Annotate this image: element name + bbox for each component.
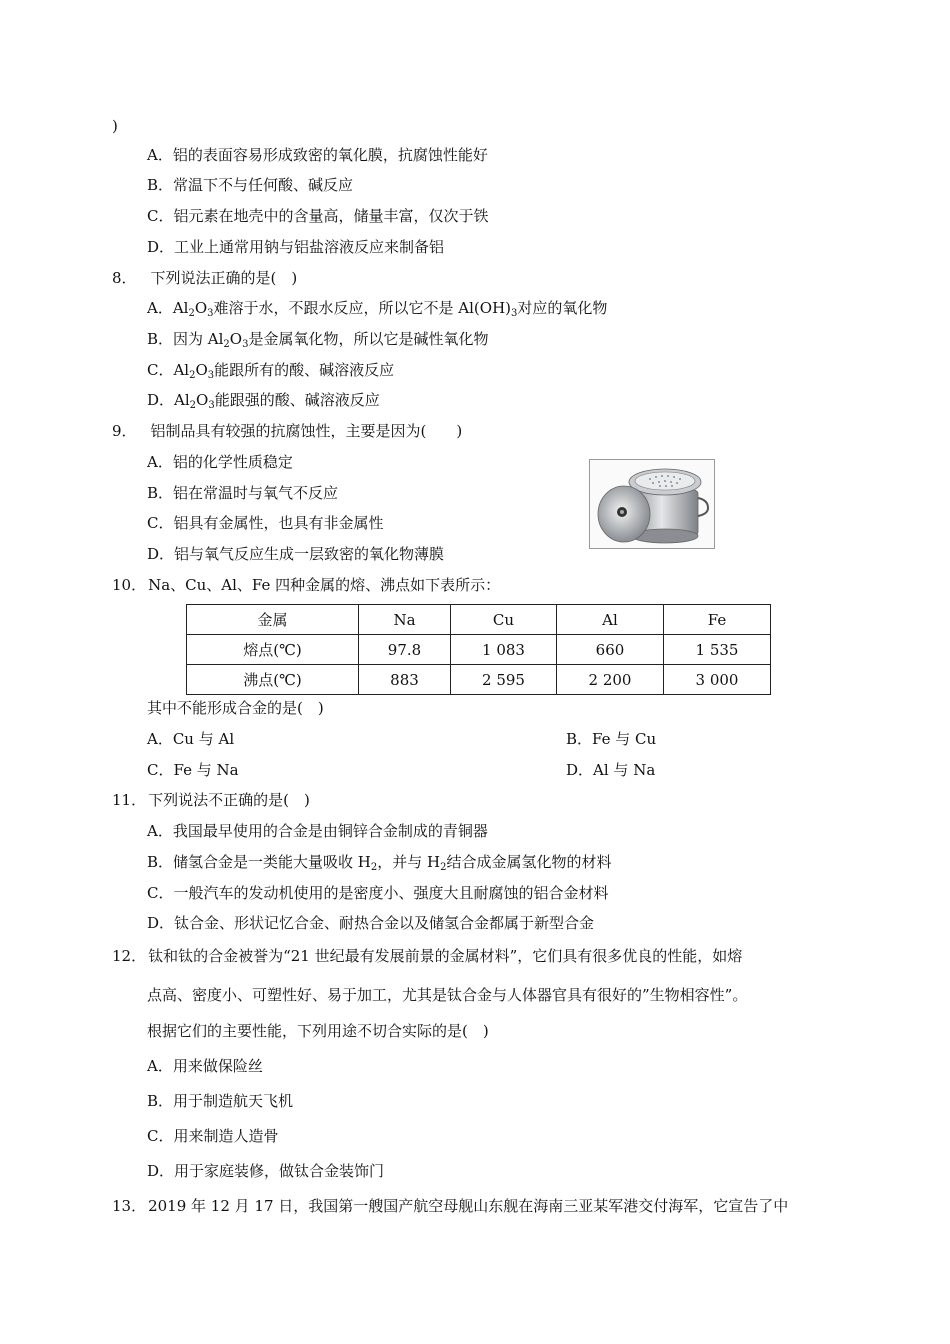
q9-stem-line bbox=[112, 420, 462, 442]
q11-stem: 下列说法不正确的是( ) bbox=[148, 791, 310, 809]
table-header-row bbox=[187, 605, 771, 635]
q12-number: 12． bbox=[112, 947, 147, 965]
q11-number: 11． bbox=[112, 791, 147, 809]
q10-stem-line bbox=[112, 574, 500, 596]
q8-option-d: D．$Al_2O_3$能跟强的酸、碱溶液反应 bbox=[147, 391, 380, 411]
q10-option-a: A．Cu 与 Al bbox=[147, 730, 235, 748]
table-header-cell: Na bbox=[359, 605, 451, 635]
q10-question: 其中不能形成合金的是( ) bbox=[147, 699, 324, 717]
table-cell: 883 bbox=[359, 665, 451, 695]
q12-option-d: D．用于家庭装修，做钛合金装饰门 bbox=[147, 1162, 385, 1180]
q9-stem: 铝制品具有较强的抗腐蚀性，主要是因为( ) bbox=[150, 422, 463, 440]
table-row bbox=[187, 665, 771, 695]
table-header-cell: 金属 bbox=[187, 605, 359, 635]
table-row bbox=[187, 635, 771, 665]
q10-number: 10． bbox=[112, 576, 147, 594]
table-cell: 97.8 bbox=[359, 635, 451, 665]
q11-stem-line bbox=[112, 789, 310, 811]
q7-option-c: C．铝元素在地壳中的含量高，储量丰富，仅次于铁 bbox=[147, 207, 489, 225]
table-cell: 熔点(℃) bbox=[187, 635, 359, 665]
table-cell: 660 bbox=[557, 635, 664, 665]
q11-option-c: C．一般汽车的发动机使用的是密度小、强度大且耐腐蚀的铝合金材料 bbox=[147, 884, 609, 902]
q8-number: 8． bbox=[112, 269, 137, 287]
q7-option-a: A．铝的表面容易形成致密的氧化膜，抗腐蚀性能好 bbox=[147, 146, 488, 164]
table-cell: 2 200 bbox=[557, 665, 664, 695]
q8-option-b: B．因为 $Al_2O_3$是金属氧化物，所以它是碱性氧化物 bbox=[147, 330, 489, 350]
q12-line-3: 根据它们的主要性能，下列用途不切合实际的是( ) bbox=[147, 1022, 489, 1040]
q10-option-b: B．Fe 与 Cu bbox=[566, 730, 657, 748]
table-header-cell: Fe bbox=[664, 605, 771, 635]
table-cell: 3 000 bbox=[664, 665, 771, 695]
q11-option-a: A．我国最早使用的合金是由铜锌合金制成的青铜器 bbox=[147, 822, 488, 840]
q8-option-a: A．$Al_2O_3$难溶于水，不跟水反应，所以它不是 $Al(OH)_3$对应的氧化物 bbox=[147, 299, 608, 319]
q11-option-d: D．钛合金、形状记忆合金、耐热合金以及储氢合金都属于新型合金 bbox=[147, 914, 595, 932]
q7-closing-paren: ) bbox=[112, 117, 118, 135]
q10-option-d: D．Al 与 Na bbox=[566, 761, 656, 779]
q9-number: 9． bbox=[112, 422, 137, 440]
table-header-cell: Cu bbox=[451, 605, 557, 635]
q10-option-c: C．Fe 与 Na bbox=[147, 761, 239, 779]
table-cell: 沸点(℃) bbox=[187, 665, 359, 695]
table-header-cell: Al bbox=[557, 605, 664, 635]
q8-stem: 下列说法正确的是( ) bbox=[150, 269, 298, 287]
q9-option-b: B．铝在常温时与氧气不反应 bbox=[147, 484, 339, 502]
steamer-pot-icon bbox=[590, 460, 714, 548]
q12-line-2: 点高、密度小、可塑性好、易于加工，尤其是钛合金与人体器官具有很好的”生物相容性”。 bbox=[147, 986, 748, 1004]
melting-boiling-table bbox=[186, 604, 771, 695]
q8-option-c: C．$Al_2O_3$能跟所有的酸、碱溶液反应 bbox=[147, 361, 395, 381]
q8-stem-line bbox=[112, 267, 297, 289]
q9-option-a: A．铝的化学性质稳定 bbox=[147, 453, 293, 471]
q12-option-b: B．用于制造航天飞机 bbox=[147, 1092, 294, 1110]
q9-option-d: D．铝与氧气反应生成一层致密的氧化物薄膜 bbox=[147, 545, 445, 563]
q12-option-a: A．用来做保险丝 bbox=[147, 1057, 263, 1075]
q12-line-1 bbox=[112, 945, 742, 967]
q10-stem: Na、Cu、Al、Fe 四种金属的熔、沸点如下表所示： bbox=[148, 576, 501, 594]
q13-number: 13． bbox=[112, 1197, 147, 1215]
aluminum-steamer-pot-image bbox=[589, 459, 715, 549]
q12-option-c: C．用来制造人造骨 bbox=[147, 1127, 279, 1145]
q13-line-1 bbox=[112, 1195, 788, 1217]
q13-text-1: 2019 年 12 月 17 日，我国第一艘国产航空母舰山东舰在海南三亚某军港交付海军，它宣告了中 bbox=[148, 1197, 789, 1215]
q11-option-b: B．储氢合金是一类能大量吸收 $H_2$，并与 $H_2$结合成金属氢化物的材料 bbox=[147, 853, 612, 873]
q7-option-b: B．常温下不与任何酸、碱反应 bbox=[147, 176, 354, 194]
q9-option-c: C．铝具有金属性，也具有非金属性 bbox=[147, 514, 384, 532]
table-cell: 1 083 bbox=[451, 635, 557, 665]
q12-text-1: 钛和钛的合金被誉为“21 世纪最有发展前景的金属材料”，它们具有很多优良的性能，如熔 bbox=[148, 947, 743, 965]
table-cell: 2 595 bbox=[451, 665, 557, 695]
table-cell: 1 535 bbox=[664, 635, 771, 665]
q7-option-d: D．工业上通常用钠与铝盐溶液反应来制备铝 bbox=[147, 238, 445, 256]
